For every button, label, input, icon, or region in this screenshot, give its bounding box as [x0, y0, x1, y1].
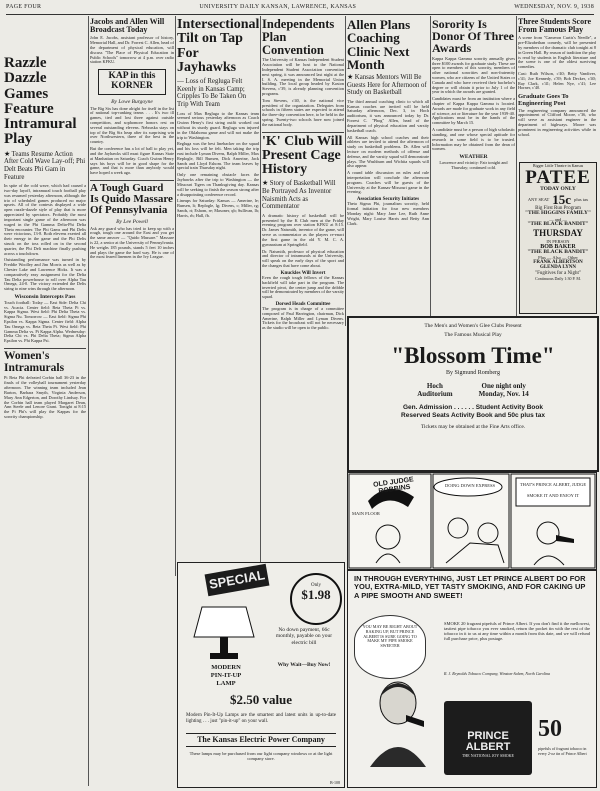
korner-body: The Big Six has done alright for itself in the list of national top-ranking teams . . . It's two ill games, tied and lost three against outside competition, and sophomore honors rest on several outstanding elevens. Nebraska stays on top of the Big Six heap after its surprising win over Northwestern, three of the best in the country.	[90, 105, 174, 145]
divider	[4, 348, 86, 349]
article-clinic-body-2: All Kansas high school coaches and their athletes are invited to attend the afternoon of study on basketball problems. Dr. Allen will lecture on modern methods of offense and defense, and the varsity squad will demonstrate plays. The Washburn and Wichita squads will also appear.	[347, 134, 429, 169]
kpl-lamp-ad	[177, 562, 345, 788]
kpl-special: SPECIAL	[207, 567, 266, 592]
kpl-special-banner	[205, 564, 270, 596]
pipe-icon	[406, 715, 424, 727]
headline-intersectional: Intersectional Tilt on Tap For Jayhawks	[177, 18, 259, 75]
patee-today: TODAY ONLY	[540, 186, 576, 193]
korner-byline: By Lowe Burgoyne	[111, 98, 153, 105]
blossom-night-1: One night only	[481, 382, 526, 391]
divider	[262, 132, 344, 133]
deck-allen-clinic: ★ Kansas Mentors Will Be Guests Here for Afternoon of Study on Basketball	[347, 74, 427, 97]
smoking-man-illustration	[366, 675, 430, 767]
blossom-venue-1: Hoch	[426, 382, 443, 391]
paper-name: UNIVERSITY DAILY KANSAN, LAWRENCE, KANSAS	[199, 4, 357, 10]
column-rule	[516, 16, 517, 326]
article-intersectional-body-3: Only one remaining obstacle faces the Jayhawks after the trip to Washington — the Missouri Tigers on Thanksgiving day. Kansas will be seeking to finish the season strong after a disappointing conference record.	[177, 172, 259, 197]
article-grad-body: The engineering company announced the appointment of Clifford Moore, c'36, who will serve as assistant engineer in the department of highways. Moore was prominent in engineering activities while in school.	[518, 107, 596, 137]
weather-head: WEATHER	[459, 154, 488, 161]
column-1	[4, 18, 86, 788]
column-3	[177, 18, 259, 558]
korner-title: KAP in this KORNER	[108, 71, 156, 91]
headline-jacobs-allen: Jacobs and Allen Will Broadcast Today	[90, 18, 165, 35]
article-k-club-body: A dramatic history of basketball will be presented by the K Club men at the Friday evening program over station KFKU at 8:15. Dr. James Naismith, inventor of the game, will serve as commentator as the players re-enact the first game in the old Y. M. C. A. gymnasium at Springfield.	[262, 212, 344, 247]
article-intramural-body: In spite of the cold wave, which had caused a two-day layoff, intramural touch football play was resumed yesterday afternoon, although the trio of scheduled games produced no major upsets. All of the contests displayed a wide open razzle-dazzle style of play that is more appreciated by spectators. Probably the most important single game of the afternoon was waged in the Phi Gamma Delta-Phi Delta Theta encounter. The Phi Gams and Phi Delts were victorious, 13-8. Both elevens exerted all their energy in the game and the Phi Delts struck on the toss rolled on in the second quarter, the Phi Delt machine finally pushing across a touchdown.	[4, 183, 86, 256]
blossom-venue-row	[349, 383, 597, 397]
column-rule	[88, 16, 89, 786]
blossom-venue-2: Auditorium	[417, 389, 453, 398]
patee-price: 15c	[552, 191, 572, 207]
blossom-admission: Gen. Admission . . . . . . Student Activity Book	[402, 403, 543, 411]
kpl-why: Why Wait—Buy Now!	[277, 662, 331, 668]
kpl-body: Modern Pin-It-Up Lamps are the smartest and latest units in up-to-date lighting . . . just "pin-it-up" on your wall.	[186, 713, 336, 724]
folio-line	[6, 4, 594, 15]
patee-feature: "THE BLACK BANDIT"	[527, 248, 589, 255]
kpl-only: Only	[311, 583, 321, 588]
blossom-time-ad	[347, 316, 599, 472]
article-sorority-body-2: Candidates must be from an institution where a chapter of Kappa Kappa Gamma is located. Awards are made for graduate work in any field of science, art or literature for the year 1939-40. Applications must be in the hands of the committee by March 15.	[432, 96, 515, 126]
comic-panel-2-caption: DOING DOWN EXPRESS	[444, 483, 495, 488]
patee-name: PATEE	[525, 167, 591, 188]
patee-sub: FRANK ALBERTSON	[533, 260, 583, 266]
patee-price-row	[520, 193, 596, 206]
prince-count-text: pipefuls of fragrant tobacco in every 2-oz tin of Prince Albert	[538, 746, 587, 756]
kpl-price: $1.98	[301, 587, 331, 602]
article-jacobs-body: John E. Jacobs, assistant professor of history, Memorial Hall, and Dr. Forrest C. Allen, head of the department of physical education, will discuss "The Place of Physical Education in Public Schools" tomorrow at 4 p.m. over radio station KFKU.	[90, 35, 174, 65]
knuckles-subhead: Knuckles Will Invert	[280, 270, 326, 276]
article-intersectional-body-4: Lineups for Saturday: Kansas — Amerine, le; Bunsen, lt; Replogle, lg; Divens, c; Miller, rg; Sands, rt; Eshom, re; Masoner, qb; Sullivan, lh; Harris, rh; Hall, fb.	[177, 198, 259, 218]
blossom-night-2: Monday, Nov. 14	[478, 389, 529, 398]
headline-intramural: Razzle Dazzle Games Feature Intramural Play	[4, 55, 77, 148]
column-6	[432, 18, 515, 326]
patee-tax: plus tax	[574, 197, 589, 203]
article-tough-body: Ask any guard who has tried to keep up with a rough, tough one around the East and you get the same answer — "Quido Massare." Massare is 22, a senior at the University of Pennsylvania. He weighs 185 pounds, stands 5 feet 10 inches and plays the game the hard way. He is one of the most feared linemen in the Ivy League.	[90, 225, 174, 260]
headline-allen-clinic: Allen Plans Coaching Clinic Next Month	[347, 18, 411, 72]
article-intersectional-body: Loss of Max Regluga to the Kansas team seemed serious yesterday afternoon as Coach Gwinn Henry's first string outfit worked out without its sturdy guard. Regluga was injured in the Oklahoma game and will not make the trip to Washington.	[177, 110, 259, 140]
comic-title: OLD JUDGE ROBBINS	[372, 476, 415, 496]
blossom-venue	[417, 383, 452, 397]
deck-intersectional-text: Loss of Regluga Felt Keenly in Kansas Camp; Cripples To Be Taken On Trip With Team	[177, 78, 247, 108]
weather-body: Lawrence and vicinity: Fair tonight and Thursday; continued cold.	[439, 159, 508, 170]
headline-independents: Independents Plan Convention	[262, 18, 335, 57]
patee-second-feature: "THE BLACK BANDIT"	[527, 220, 589, 227]
article-play-body-2: Cast: Ruth Wilson, c'40; Betty Vandiver, c'41; Joe Kennedy, c'39; Bob Decker, c'40; Ray Clark, c'41; Helen Nye, c'41; Lee Horner, c'40.	[518, 71, 596, 91]
article-womens-body: Pi Beta Phi defeated Corbin hall 36-23 in the finals of the volleyball tournament yesterday afternoon. The winning team included Jean Barton, Barbara Smyth, Virginia Anderson, Mary Ann Edgerton, and Dorothy Lindsay. For the Corbin hall team played Margaret Dean, Ann Steele and Lenore Grant. Tonight at 8:15 the Pi Phi's will play the Kappas for the sorority championship.	[4, 375, 86, 419]
deck-allen-clinic-text: Kansas Mentors Will Be Guests Here for Afternoon of Study on Basketball	[347, 74, 427, 97]
patee-any-seat: ANY SEAT	[527, 197, 550, 203]
column-rule	[175, 16, 176, 576]
headline-grad: Graduate Goes To Engineering Post	[518, 93, 569, 107]
patee-program: Big First Run Program	[535, 206, 581, 212]
lamp-illustration	[188, 597, 260, 663]
deck-k-club-text: Story of Basketball Will Be Portrayed As Inventor Naismith Acts as Commentator	[262, 180, 336, 211]
issue-date: WEDNESDAY, NOV. 9, 1938	[514, 4, 594, 10]
article-sorority-body-3: A candidate must be a person of high scholastic standing, and one whose special aptitude for research in some field is to be trusted. Information may be obtained from the dean of women.	[432, 127, 515, 152]
blossom-by: By Sigmund Romberg	[446, 370, 500, 377]
article-k-club-body-2: Dr. Naismith, professor of physical education and director of intramurals at the University, will speak on the early days of the sport and the changes that have come about.	[262, 248, 344, 268]
patee-sub2: GLENDA LYNN	[539, 265, 577, 271]
divider	[90, 180, 174, 181]
headline-k-club: 'K' Club Will Present Cage History	[262, 133, 343, 178]
patee-thursday: THURSDAY	[533, 228, 583, 239]
column-5	[347, 18, 429, 326]
kpl-lamp-name-2: LAMP	[216, 680, 236, 687]
kpl-modern: MODERN	[211, 664, 241, 671]
blossom-presents-2: The Famous Musical Play	[444, 332, 502, 338]
article-independents-body-2: Tom Stevens, c'40, is the national vice president of the organization. Delegates from schools in fifteen states are expected to attend the three-day convention here, to be held in the spring. Twenty-two schools have now joined the national body.	[262, 97, 344, 127]
patee-first-feature: "THE HIGGINS FAMILY"	[524, 210, 591, 217]
headline-womens: Women's Intramurals	[4, 350, 65, 374]
kpl-save: $2.50 value	[229, 692, 293, 707]
article-intersectional-body-2: Regluga was the best linebacker on the squad and his loss will be felt. Men taking the trip east include Lyman Divens, Ralph Miller, Max Replogle, Bill Bunsen, Dick Amerine, Jack Sands and Lloyd Eshom. The team leaves by special train Thursday night.	[177, 141, 259, 171]
patee-show: IN PERSON	[546, 238, 570, 244]
column-4	[262, 18, 344, 558]
knuckles-body: Even the rough tough fellows of the Kansas backfield will take part in the program. The inverted pivot, the center jump and the dribble will be demonstrated by members of the varsity squad.	[262, 274, 344, 300]
blossom-night	[479, 383, 529, 397]
assoc-body: Theta Sigma Phi, journalism sorority, held formal initiation for four new members Monday night: Mary Jane Lee, Ruth Anne Wright, Mary Louise Harris and Betty Ann Clark.	[347, 201, 429, 226]
article-sorority-body: Kappa Kappa Gamma sorority annually gives three $100 awards for graduate study. These are open to members of this sorority, members of other national sororities and non-fraternity women, who are citizens of the United States or Canada and who have received their bachelor's degree or will obtain it prior to July 1 of the year in which the awards are granted.	[432, 55, 515, 95]
prince-brand-sub: THE NATIONAL JOY SMOKE	[461, 753, 515, 759]
prince-count: 50	[538, 716, 562, 742]
assoc-subhead: Association Security Initiates	[356, 197, 420, 203]
headline-sorority: Sorority Is Donor Of Three Awards	[432, 18, 515, 56]
patee-times: Continuous Daily 1:30 P. M.	[535, 275, 581, 281]
deck-intersectional: — Loss of Regluga Felt Keenly in Kansas Camp; Cripples To Be Taken On Trip With Team	[177, 78, 247, 108]
dorsed-body: The program is in charge of a committee composed of Paul Harrington, chairman, Dick Amerine, Ralph Miller and Lyman Divens. Tickets for the broadcast will not be necessary as the studio will be open to the public.	[262, 306, 344, 331]
lamp-arm-icon	[220, 637, 228, 653]
korner-logo-box	[98, 69, 166, 94]
patee-theatre-ad	[519, 162, 597, 314]
kpl-company: The Kansas Electric Power Company	[186, 733, 336, 747]
schedule-subhead: Wisconsin Intercepts Pass	[14, 294, 76, 301]
schedule-body: Touch football: Today — East Side: Delta Chi vs. Acacia. Center field: Beta Theta Pi vs. Kappa Sigma. West field: Phi Delta Theta vs. Sigma Nu. Tomorrow — East field: Sigma Phi Epsilon vs. Kappa Sigma. Center field: Alpha Tau Omega vs. Beta Theta Pi. West field: Phi Gamma Delta vs. Pi Kappa Alpha. Wednesday: Delta Chi vs. Phi Delta Theta; Sigma Alpha Epsilon vs. Phi Kappa Psi.	[4, 299, 86, 344]
column-rule	[260, 16, 261, 576]
comic-bubble-2: SMOKE IT AND ENJOY IT	[526, 493, 580, 498]
lamp-shade-icon	[194, 607, 254, 637]
deck-intramural-text: Teams Resume Action After Cold Wave Lay-off; Phi Delt Beats Phi Gam in Feature	[4, 150, 86, 181]
kpl-price-badge	[290, 573, 342, 625]
patee-and: — and —	[549, 216, 567, 222]
prince-tin	[444, 701, 532, 775]
article-clinic-body-3: A round table discussion on rules and rule interpretation will conclude the afternoon program. Coaches will be guests of the University at the Kansas-Missouri game in the evening.	[347, 170, 429, 195]
kpl-tagline: These lamps may be purchased from our light company windows or at the light company store.	[189, 751, 333, 761]
blossom-title: "Blossom Time"	[391, 343, 555, 368]
column-rule	[345, 16, 346, 326]
patee-sub3: "Fugitives for a Night"	[535, 270, 581, 276]
kpl-payment: No down payment, 66c monthly, payable on your electric bill	[275, 627, 333, 646]
blossom-reserved: Reserved Seats Activity Book and 50c plus tax	[401, 412, 545, 420]
prince-albert-ad	[347, 570, 597, 788]
prince-signature: R. J. Reynolds Tobacco Company, Winston-Salem, North Carolina	[444, 671, 551, 676]
dorsed-subhead: Dorsed Heads Committee	[275, 301, 331, 307]
blossom-tickets: Tickets may be obtained at the Fine Arts office.	[420, 423, 526, 430]
patee-top: Bigger Little Theatre in Kansas	[532, 163, 584, 168]
patee-act: BOB BAKER	[540, 243, 576, 250]
article-play-body: A scene from "Cameron Curtis's Needle", a pre-Elizabethan comedy, will be presented by members of the dramatic club tonight at 8 in Green Hall. By reason of tradition the play is read by students in English literature and the scene is one of the oldest surviving comedies.	[518, 35, 596, 70]
article-clinic-body: The third annual coaching clinic to which all Kansas coaches are invited will be held Saturday afternoon, Dec. 3, in Hoch auditorium, it was announced today by Dr. Forrest C. "Phog" Allen, head of the department of physical education and varsity basketball coach.	[347, 98, 429, 133]
article-intramural-body-2: Outstanding performance was turned in by Freddie Woolley and Jim Morris as well as by Chester Lake and Lawrence Hicks. It was a comparatively easy assignment for the Delta Tau Delta powerhouse to roll over Alpha Tau Omega, 24-0. The victory extended the Delts string to nine wins through the afternoon.	[4, 257, 86, 292]
patee-extra: Plus — Also — Other	[538, 255, 578, 261]
prince-albert-headline: IN THROUGH EVERYTHING, JUST LET PRINCE ALBERT DO FOR YOU, EXTRA-MILD, YET TASTY SMOKING, AND FOR CAKING UP A PIPE SMOOTH AND SWEET!	[354, 574, 586, 600]
lamp-base-icon	[210, 653, 238, 659]
deck-intramural: ★ Teams Resume Action After Cold Wave Lay-off; Phi Delt Beats Phi Gam in Feature	[4, 150, 86, 181]
blossom-presents: The Men's and Women's Glee Clubs Present	[424, 323, 522, 329]
prince-speech-bubble	[354, 615, 426, 679]
prince-quote: YOU MAY BE RIGHT ABOUT RAKING UP, BUT PRINCE ALBERT IS SURE GOING TO MAKE MY PIPE SMOKE SWEETER	[362, 624, 418, 649]
kpl-code: B-108	[330, 780, 340, 785]
column-2	[90, 18, 174, 558]
deck-k-club: ★ Story of Basketball Will Be Portrayed As Inventor Naismith Acts as Commentator	[262, 180, 336, 211]
comic-strip	[347, 472, 597, 570]
kpl-lamp-name: PIN-IT-UP	[210, 672, 242, 679]
headline-famous-play: Three Students Score From Famous Play	[518, 18, 592, 35]
comic-panel-1-caption: MAIN FLOOR	[352, 511, 380, 516]
korner-body-2: But the conference has a lot of ball to play yet, and the Jayhawks still must figure Kansas State at Manhattan on Saturday. Coach Gwinn Henry says his boys will be in good shape for the game, and that is more than anybody would have hoped a week ago.	[90, 146, 174, 176]
prince-body: SMOKE 20 fragrant pipefuls of Prince Albert. If you don't find it the mellowest, tastiest pipe tobacco you ever smoked, return the pocket tin with the rest of the tobacco in it to us at any time within a month from this date, and we will refund full purchase price, plus postage.	[444, 621, 590, 642]
headline-tough-guard: A Tough Guard Is Quido Massare Of Pennsylvania	[90, 181, 173, 217]
article-independents-body: The University of Kansas Independent Student Association will be host to the National Independent Student Association convention next spring, it was announced last night at the I. S. A. meeting in the Memorial Union building. The local group headed by Kaston Stevens, c'39, is already planning convention programs.	[262, 57, 344, 96]
tough-byline: By Lee Powell	[116, 218, 148, 225]
column-rule	[430, 16, 431, 326]
column-7	[518, 18, 596, 158]
page-number: PAGE FOUR	[6, 4, 42, 10]
prince-brand: PRINCE ALBERT	[465, 730, 511, 754]
comic-bubble-1: THAT'S PRINCE ALBERT, JUDGE	[519, 482, 587, 487]
man-jacket-shape	[370, 747, 426, 767]
